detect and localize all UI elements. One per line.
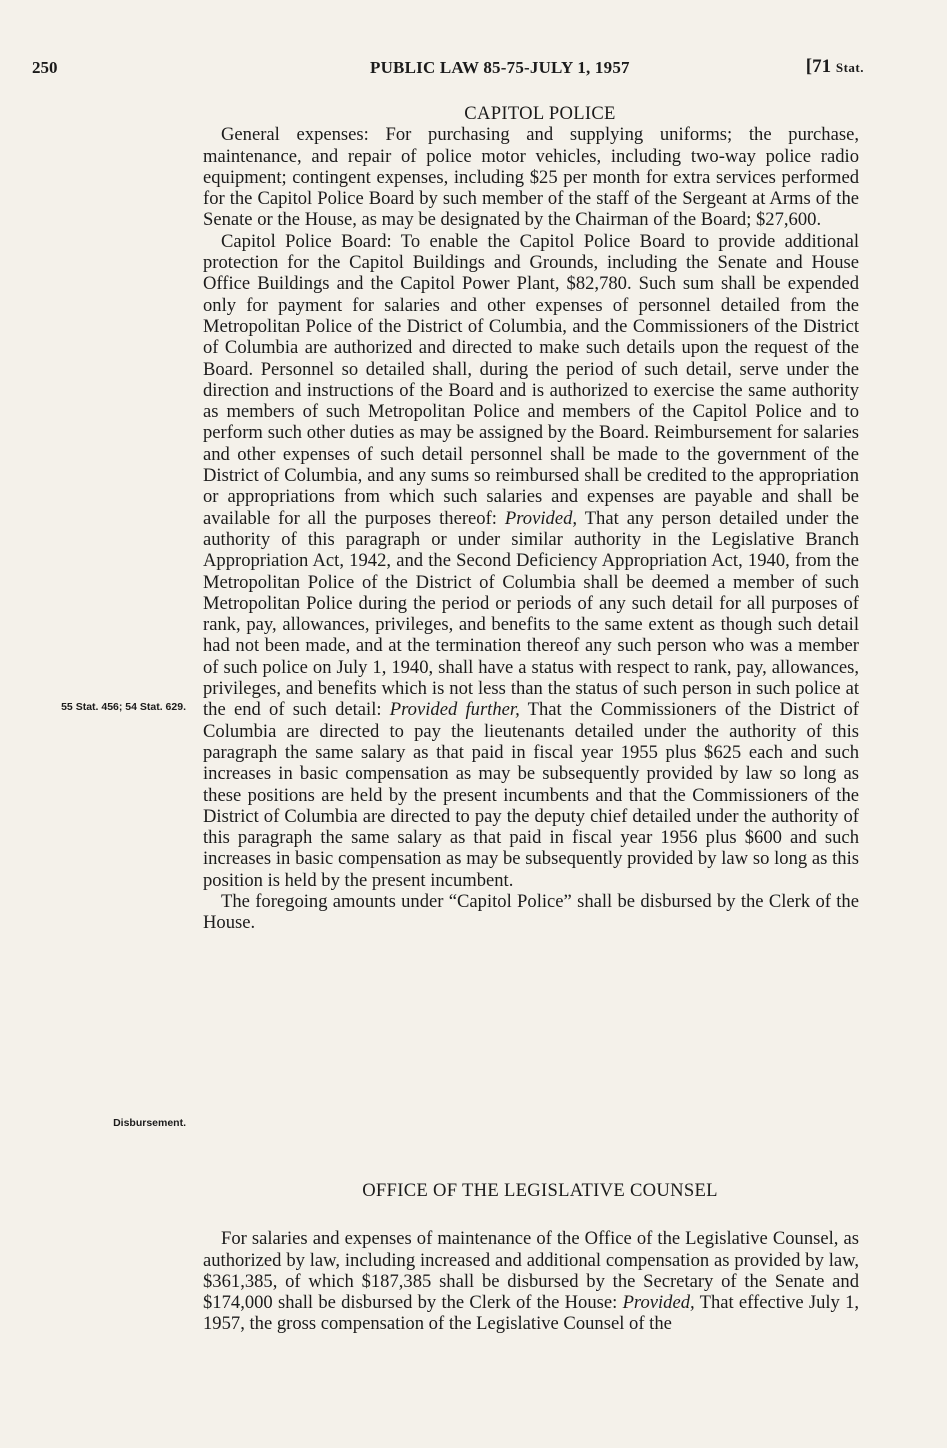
paragraph-capitol-police-board bbox=[203, 231, 859, 891]
section-heading-legislative-counsel: OFFICE OF THE LEGISLATIVE COUNSEL bbox=[362, 1180, 718, 1201]
section-capitol-police bbox=[203, 103, 859, 934]
volume-citation bbox=[806, 56, 864, 78]
board-text-b: That any person detailed under the authority of this paragraph or under similar authority in the Legislative Branch Appropriation Act, 1942, and the Second Deficiency Appropriation Act, 1940, from the Metropolitan Police of the District of Columbia shall be deemed a member of such Metropolitan Police during the period or periods of any such detail for all purposes of rank, pay, allowances, privileges, and benefits to the same extent as though such detail had not been made, and at the termination thereof any such person who was a member of such police on July 1, 1940, shall have a status with respect to rank, pay, allowances, privileges, and benefits which is not less than the status of such person in such police at the end of such detail: bbox=[203, 507, 859, 721]
board-text-a: Capitol Police Board: To enable the Capitol Police Board to provide additional protection for the Capitol Buildings and Grounds, including the Senate and House Office Buildings and the Capitol Power Plant, $82,780. Such sum shall be expended only for payment for salaries and other expenses of personnel detailed from the Metropolitan Police of the District of Columbia, and the Commissioners of the District of Columbia are authorized and directed to make such details upon the request of the Board. Personnel so detailed shall, during the period of such detail, serve under the direction and instructions of the Board and is authorized to exercise the same authority as members of such Metropolitan Police and members of the Capitol Police and to perform such other duties as may be assigned by the Board. Reimbursement for salaries and other expenses of such detail personnel shall be made to the government of the District of Columbia, and any sums so reimbursed shall be credited to the appropriation or appropriations from which such salaries and expenses are payable and shall be available for all the purposes thereof: bbox=[203, 230, 859, 529]
proviso-provided: Provided, bbox=[504, 507, 578, 529]
counsel-text-a: For salaries and expenses of maintenance of the Office of the Legislative Counsel, as authorized by law, including increased and additional compensation as provided by law, $361,385, of which $187,385 shall be disbursed by the Secretary of the Senate and $174,000 shall be disbursed by the Clerk of the House: bbox=[203, 1228, 859, 1314]
board-text-c: That the Commissioners of the District of Columbia are directed to pay the lieutenants detailed under the authority of this paragraph the same salary as that paid in fiscal year 1955 plus $625 each and such increases in basic compensation as may be subsequently provided by law so long as these positions are held by the present incumbents and that the Commissioners of the District of Columbia are directed to pay the deputy chief detailed under the authority of this paragraph the same salary as that paid in fiscal year 1956 plus $600 and such increases in basic compensation as may be subsequently provided by law so long as this position is held by the present incumbent. bbox=[203, 699, 859, 891]
margin-note-stat-citation: 55 Stat. 456; 54 Stat. 629. bbox=[61, 701, 186, 713]
volume-label: Stat. bbox=[835, 60, 864, 75]
section-heading-capitol-police: CAPITOL POLICE bbox=[464, 103, 616, 124]
volume-number: [71 bbox=[805, 56, 832, 77]
proviso-provided: Provided, bbox=[622, 1292, 695, 1314]
margin-note-disbursement: Disbursement. bbox=[113, 1117, 186, 1129]
section-legislative-counsel bbox=[203, 1180, 859, 1335]
paragraph-disbursement: The foregoing amounts under “Capitol Police” shall be disbursed by the Clerk of the House. bbox=[203, 890, 859, 934]
paragraph-general-expenses: General expenses: For purchasing and supplying uniforms; the purchase, maintenance, and repair of police motor vehicles, including two-way police radio equipment; contingent expenses, including $25 per month for extra services performed for the Capitol Police Board by such member of the staff of the Sergeant at Arms of the Senate or the House, as may be designated by the Chairman of the Board; $27,600. bbox=[203, 124, 859, 231]
counsel-text-b: That effective July 1, 1957, the gross compensation of the Legislative Counsel of the bbox=[203, 1292, 860, 1335]
page-number: 250 bbox=[32, 58, 58, 77]
proviso-provided-further: Provided further, bbox=[389, 699, 520, 721]
running-header bbox=[32, 58, 864, 84]
running-title: PUBLIC LAW 85-75-JULY 1, 1957 bbox=[370, 58, 630, 77]
paragraph-legislative-counsel bbox=[203, 1228, 859, 1334]
